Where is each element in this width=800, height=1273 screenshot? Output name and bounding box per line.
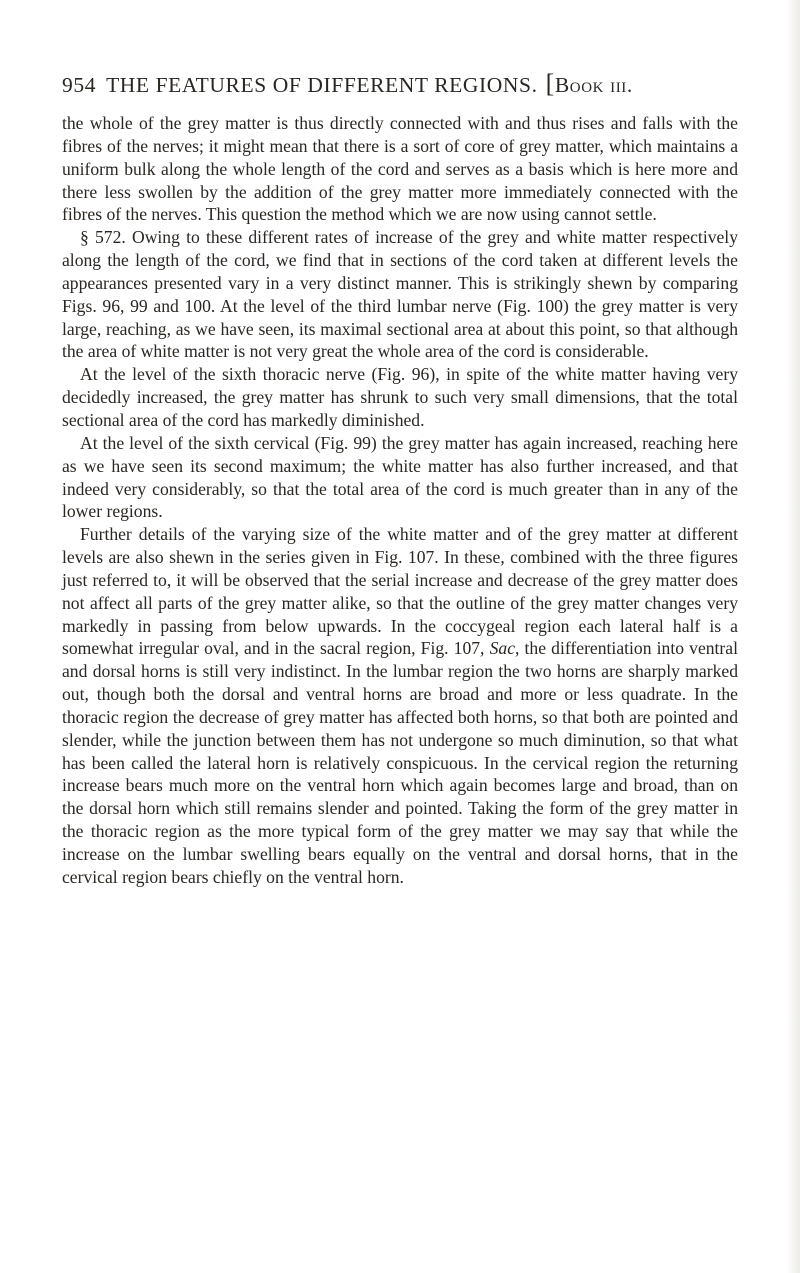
book-reference-bracket: [ [545,69,555,98]
book-reference-number: iii. [610,73,633,97]
book-page [62,68,738,889]
running-head [62,68,738,100]
paragraph-section-572: § 572. Owing to these different rates of increase of the grey and white matter respectively along the length of the cord, we find that in sections of the cord taken at different levels the appearances presented vary in a very distinct manner. This is strikingly shewn by comparing Figs. 96, 99 and 100. At the level of the third lumbar nerve (Fig. 100) the grey matter is very large, reaching, as we have seen, its maximal sectional area at about this point, so that although the area of white matter is not very great the whole area of the cord is considerable. [62,227,738,362]
page-number: 954 [62,73,97,97]
book-reference-word: Book [554,73,605,97]
paragraph-continuation: the whole of the grey matter is thus directly connected with and thus rises and falls with the fibres of the nerves; it might mean that there is a sort of core of grey matter, which maintains a uniform bulk along the whole length of the cord and serves as a basis which is here more and there less swollen by the addition of the grey matter more immediately connected with the fibres of the nerves. This question the method which we are now using cannot settle. [62,113,738,225]
paragraph-further-details [62,523,738,889]
paragraph-further-details-continued: the differentiation into ventral and dorsal horns is still very indistinct. In the lumbar region the two horns are sharply marked out, though both the dorsal and ventral horns are broad and more or less quadrate. In the thoracic region the decrease of grey matter has affected both horns, so that both are pointed and slender, while the junction between them has not undergone so much diminution, so that what has been called the lateral horn is relatively conspicuous. In the cervical region the returning increase bears much more on the ventral horn which again becomes large and broad, than on the dorsal horn which still remains slender and pointed. Taking the form of the grey matter in the thoracic region as the more typical form of the grey matter we may say that while the increase on the lumbar swelling bears equally on the ventral and dorsal horns, that in the cervical region bears chiefly on the ventral horn. [62,638,738,887]
running-title: THE FEATURES OF DIFFERENT REGIONS. [106,73,538,97]
paragraph-cervical-level: At the level of the sixth cervical (Fig. 99) the grey matter has again increased, reaching here as we have seen its second maximum; the white matter has also further increased, and that indeed very considerably, so that the total area of the cord is much greater than in any of the lower regions. [62,432,738,522]
body-text [62,112,738,889]
paragraph-thoracic-level: At the level of the sixth thoracic nerve (Fig. 96), in spite of the white matter having very decidedly increased, the grey matter has shrunk to such very small dimensions, that the total sectional area of the cord has markedly diminished. [62,364,738,430]
paragraph-further-details-text: Further details of the varying size of the white matter and of the grey matter at different levels are also shewn in the series given in Fig. 107. In these, combined with the three figures just referred to, it will be observed that the serial increase and decrease of the grey matter does not affect all parts of the grey matter alike, so that the outline of the grey matter changes very markedly in passing from below upwards. In the coccygeal region each lateral half is a somewhat irregular oval, and in the sacral region, Fig. 107, [62,524,738,659]
book-reference [546,68,633,101]
figure-label-sac: Sac, [489,638,520,659]
page-edge-shadow [786,0,800,1273]
